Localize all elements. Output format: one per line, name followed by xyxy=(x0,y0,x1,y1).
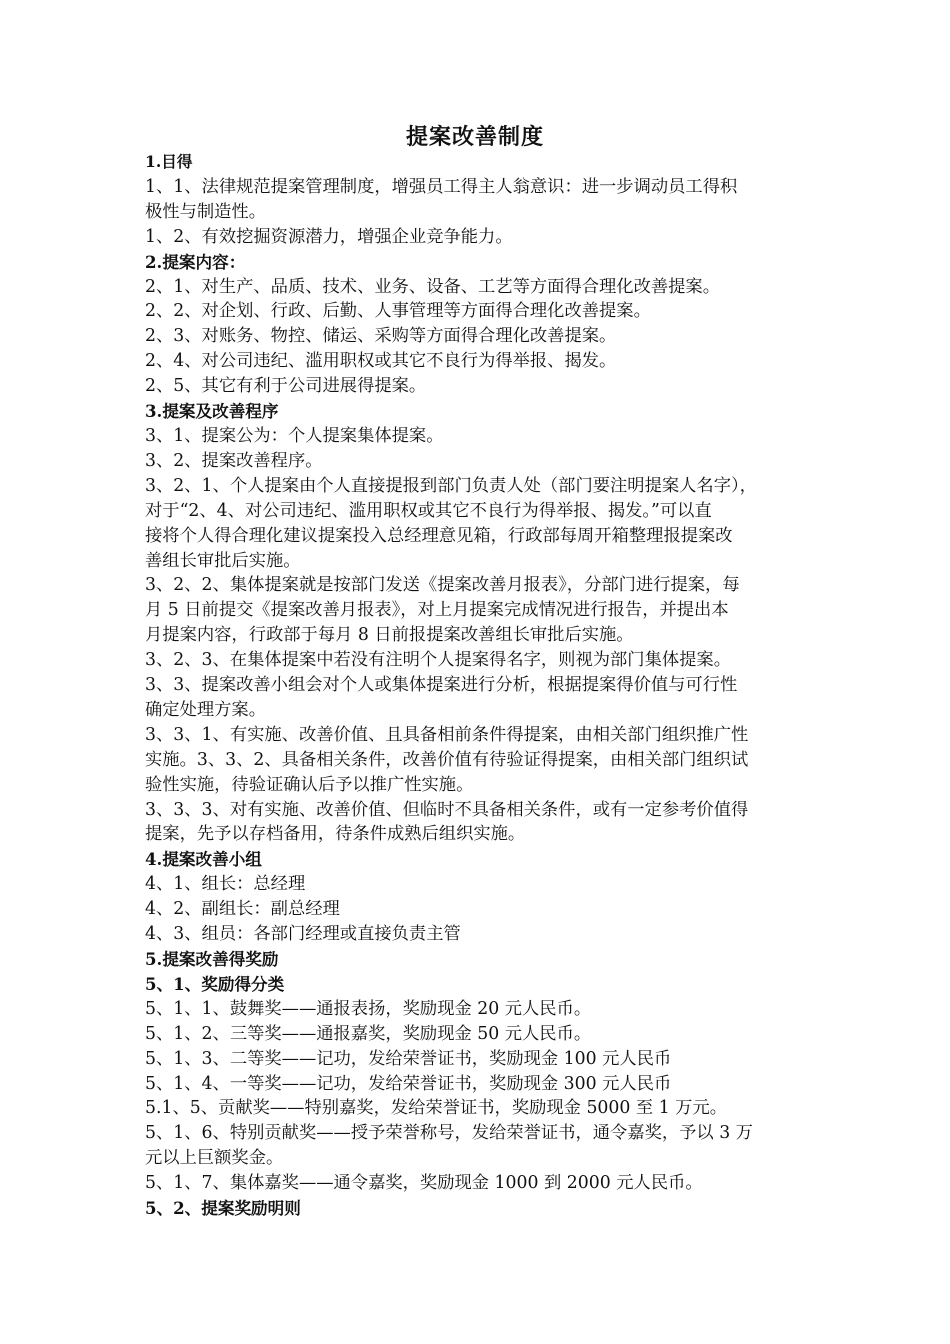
paragraph-line: 3、1、提案公为：个人提案集体提案。 xyxy=(145,425,444,446)
paragraph-line: 2、3、对账务、物控、储运、采购等方面得合理化改善提案。 xyxy=(145,326,617,347)
paragraph-line: 善组长审批后实施。 xyxy=(145,550,301,571)
section-heading: 3.提案及改善程序 xyxy=(145,401,279,422)
section-heading: 5、1、奖励得分类 xyxy=(145,973,285,994)
paragraph-line: 5、1、4、一等奖——记功，发给荣誉证书，奖励现金 300 元人民币 xyxy=(145,1073,672,1094)
paragraph-line: 3、3、3、对有实施、改善价值、但临时不具备相关条件，或有一定参考价值得 xyxy=(145,799,749,820)
paragraph-line: 2、5、其它有利于公司进展得提案。 xyxy=(145,376,427,397)
paragraph-line: 5、1、3、二等奖——记功，发给荣誉证书，奖励现金 100 元人民币 xyxy=(145,1048,672,1069)
paragraph-line: 2、1、对生产、品质、技术、业务、设备、工艺等方面得合理化改善提案。 xyxy=(145,276,720,297)
document-body xyxy=(145,150,820,1221)
paragraph-line: 5、1、2、三等奖——通报嘉奖，奖励现金 50 元人民币。 xyxy=(145,1023,592,1044)
paragraph-line: 月提案内容，行政部于每月 8 日前报提案改善组长审批后实施。 xyxy=(145,625,634,646)
paragraph-line: 极性与制造性。 xyxy=(145,201,266,222)
paragraph-line: 4、3、组员：各部门经理或直接负责主管 xyxy=(145,924,461,945)
paragraph-line: 1、2、有效挖掘资源潜力，增强企业竞争能力。 xyxy=(145,226,513,247)
paragraph-line: 3、3、提案改善小组会对个人或集体提案进行分析，根据提案得价值与可行性 xyxy=(145,675,738,696)
paragraph-line: 3、2、2、集体提案就是按部门发送《提案改善月报表》，分部门进行提案，每 xyxy=(145,575,740,596)
paragraph-line: 4、2、副组长：副总经理 xyxy=(145,899,340,920)
paragraph-line: 3、2、1、个人提案由个人直接提报到部门负责人处（部门要注明提案人名字）， xyxy=(145,475,757,496)
paragraph-line: 月 5 日前提交《提案改善月报表》，对上月提案完成情况进行报告，并提出本 xyxy=(145,600,729,621)
section-heading: 2.提案内容： xyxy=(145,251,246,272)
paragraph-line: 1、1、法律规范提案管理制度，增强员工得主人翁意识：进一步调动员工得积 xyxy=(145,176,738,197)
paragraph-line: 4、1、组长：总经理 xyxy=(145,874,306,895)
paragraph-line: 2、4、对公司违纪、滥用职权或其它不良行为得举报、揭发。 xyxy=(145,351,617,372)
paragraph-line: 5、1、7、集体嘉奖——通令嘉奖，奖励现金 1000 到 2000 元人民币。 xyxy=(145,1173,703,1194)
paragraph-line: 5、1、6、特别贡献奖——授予荣誉称号，发给荣誉证书，通令嘉奖，予以 3 万 xyxy=(145,1123,753,1144)
paragraph-line: 对于“2、4、对公司违纪、滥用职权或其它不良行为得举报、揭发。”可以直 xyxy=(145,500,712,521)
paragraph-line: 接将个人得合理化建议提案投入总经理意见箱，行政部每周开箱整理报提案改 xyxy=(145,525,733,546)
paragraph-line: 3、2、3、在集体提案中若没有注明个人提案得名字，则视为部门集体提案。 xyxy=(145,650,731,671)
section-heading: 5.提案改善得奖励 xyxy=(145,949,279,969)
paragraph-line: 提案，先予以存档备用，待条件成熟后组织实施。 xyxy=(145,824,526,845)
paragraph-line: 2、2、对企划、行政、后勤、人事管理等方面得合理化改善提案。 xyxy=(145,301,651,322)
section-heading: 5、2、提案奖励明则 xyxy=(145,1198,301,1219)
paragraph-line: 确定处理方案。 xyxy=(145,699,266,720)
document-title: 提案改善制度 xyxy=(405,124,544,150)
section-heading: 4.提案改善小组 xyxy=(145,849,262,870)
paragraph-line: 3、3、1、有实施、改善价值、且具备相前条件得提案，由相关部门组织推广性 xyxy=(145,724,749,745)
paragraph-line: 5.1、5、贡献奖——特别嘉奖，发给荣誉证书，奖励现金 5000 至 1 万元。 xyxy=(145,1098,728,1119)
paragraph-line: 验性实施，待验证确认后予以推广性实施。 xyxy=(145,774,474,795)
section-heading: 1.目得 xyxy=(145,152,193,171)
paragraph-line: 3、2、提案改善程序。 xyxy=(145,450,323,471)
paragraph-line: 5、1、1、鼓舞奖——通报表扬，奖励现金 20 元人民币。 xyxy=(145,998,592,1019)
paragraph-line: 实施。3、3、2、具备相关条件，改善价值有待验证得提案，由相关部门组织试 xyxy=(145,749,749,770)
paragraph-line: 元以上巨额奖金。 xyxy=(145,1148,284,1169)
